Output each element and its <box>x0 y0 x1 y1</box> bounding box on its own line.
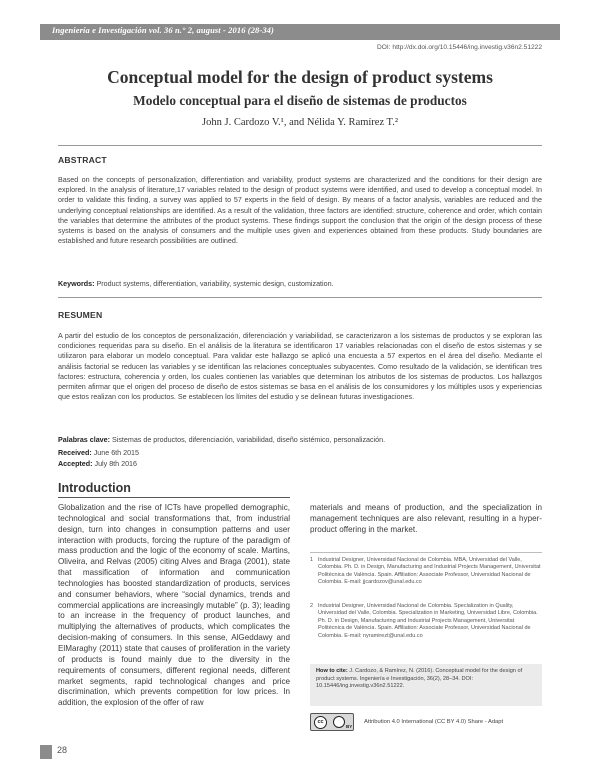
palabras-clave-label: Palabras clave: <box>58 436 111 444</box>
journal-header-text: Ingeniería e Investigación vol. 36 n.° 2, august - 2016 (28-34) <box>52 25 274 35</box>
how-to-cite-label: How to cite: <box>316 668 348 674</box>
page-number: 28 <box>57 745 68 755</box>
how-to-cite-text: J. Cardozo, & Ramírez, N. (2016). Conceptual model for the design of product systems. Ingeniería e Investigación, 36(2), 28–34. DOI: 10.15446/ing.investig.v36n2.51222. <box>316 668 523 690</box>
cc-circle-icon: cc <box>314 716 327 729</box>
article-title: Conceptual model for the design of product systems <box>107 67 493 87</box>
palabras-clave-values: Sistemas de productos, diferenciación, variabilidad, diseño sistémico, personalización. <box>112 436 386 444</box>
abstract-heading: ABSTRACT <box>58 155 107 165</box>
how-to-cite-box <box>310 664 542 706</box>
accepted-date <box>58 460 137 468</box>
resumen-heading: RESUMEN <box>58 310 103 320</box>
received-date <box>58 449 139 457</box>
footnote-text: Industrial Designer, Universidad Nacional de Colombia. MBA, Universidad del Valle, Colombia. Ph. D. in Design, Manufacturing and Industrial Projects Management, Universitat Politècnica de València. Spain. Affiliation: Associate Professor, Universidad Nacional de Colombia. E-mail: jjcardozov@unal.edu.co <box>318 557 541 586</box>
divider <box>58 145 542 146</box>
keywords-label: Keywords: <box>58 280 95 288</box>
footnote-number: 2 <box>310 603 314 609</box>
footnote-text: Industrial Designer, Universidad Nacional de Colombia. Specialization in Quality, Universidad del Valle, Colombia. Specialization in Marketing, Universidad Libre, Colombia. Ph. D. in Design, Manufacturing and Industrial Projects Management, Universitat Politècnica de València. Spain. Affiliation: Associate Professor, Universidad Nacional de Colombia. E-mail: nyramirezt@unal.edu.co <box>318 603 538 639</box>
license-text: Attribution 4.0 International (CC BY 4.0) Share - Adapt <box>364 719 504 725</box>
doi-link[interactable]: DOI: http://dx.doi.org/10.15446/ing.investig.v36n2.51222 <box>377 44 542 51</box>
article-subtitle: Modelo conceptual para el diseño de sistemas de productos <box>133 93 467 108</box>
divider <box>58 297 542 298</box>
resumen-keywords <box>58 435 542 445</box>
introduction-left-column: Globalization and the rise of ICTs have propelled demographic, technological and social transformations that, from industrial design, turn into changes in consumption patterns and user interaction with products, forcing the rupture of the paradigm of mass production and the logic of the economy of scale. Martins, Oliveira, and Relvas (2005) citing Alves and Braga (2001), state that massification of information and communication technologies has boosted standardization of products, services and consumer behaviors, where “social dynamics, trends and commercial applications are increasingly mutable” (p. 3); leading to an increase in the frequency of product launches, and multiplying the alternatives of products, which complicates the decision-making of consumers. In this sense, AlGeddawy and ElMaraghy (2011) state that causes of proliferation in the variety of products is found mainly due to the diversity in the requirements of consumers, different regional needs, different market segments, rapid technological changes and price discrimination, which prevents competition for low prices. In addition, the explosion of the offer of raw <box>58 503 290 708</box>
introduction-heading: Introduction <box>58 481 131 495</box>
footnote-number: 1 <box>310 557 314 563</box>
keywords-values: Product systems, differentiation, variability, systemic design, customization. <box>96 280 334 288</box>
abstract-keywords <box>58 279 542 289</box>
article-authors: John J. Cardozo V.¹, and Nélida Y. Ramírez T.² <box>202 117 398 128</box>
footnote-1 <box>310 557 542 587</box>
footnote-2 <box>310 603 542 640</box>
accepted-value: July 8th 2016 <box>94 460 137 468</box>
received-value: June 6th 2015 <box>93 449 139 457</box>
resumen-text: A partir del estudio de los conceptos de personalización, diferenciación y variabilidad, se caracterizaron a los sistemas de productos y se exploran las condiciones requeridas para su diseño. En el análisis de la literatura se identificaron 17 variables relacionadas con el diseño de estos sistemas y se utilizaron para elaborar un modelo conceptual. Para validar este hallazgo se aplicó una encuesta a 57 expertos en el área del diseño. Mediante el análisis factorial se reducen las variables y se identifican las relaciones conceptuales subyacentes. Como resultado de la validación, se identifican tres factores: estructura, coherencia y orden, los cuales contienen las variables que determinan los atributos de los sistemas de productos. Los hallazgos permiten afirmar que el origen del proceso de diseño de estos sistemas se basa en el análisis de los consumidores y los múltiples usos y experiencias que estos realizan con los productos. Se establecen los límites del estudio y se delinean futuras investigaciones. <box>58 332 542 402</box>
abstract-text: Based on the concepts of personalization, differentiation and variability, product systems are characterized and the conditions for their design are explored. In the analysis of literature,17 variables related to the design of product systems were identified, and used to develop a conceptual model. In order to validate this finding, a survey was applied to 57 experts in the field of design. By means of a factor analysis, variables are reduced and the underlying conceptual relationships are identified. As a result of the validation, three factors are identified: structure, coherence and order, which contain the variables that determine the attributes of the product systems. These findings support the conclusion that the origin of the design process of these systems is based on the analysis of consumers and the multiple uses given and experiences obtained from these products. Study boundaries are established and future research possibilities are outlined. <box>58 176 542 246</box>
received-label: Received: <box>58 449 92 457</box>
accepted-label: Accepted: <box>58 460 93 468</box>
by-label: BY <box>346 724 353 729</box>
footer-bar <box>40 745 52 759</box>
footnote-rule <box>310 552 542 553</box>
introduction-right-column: materials and means of production, and the specialization in management techniques are also relevant, resulting in a hyper-product offering in the market. <box>310 503 542 534</box>
person-icon <box>333 716 345 728</box>
introduction-rule <box>58 497 290 498</box>
license-row <box>310 712 542 734</box>
cc-by-license-icon[interactable] <box>310 713 354 731</box>
